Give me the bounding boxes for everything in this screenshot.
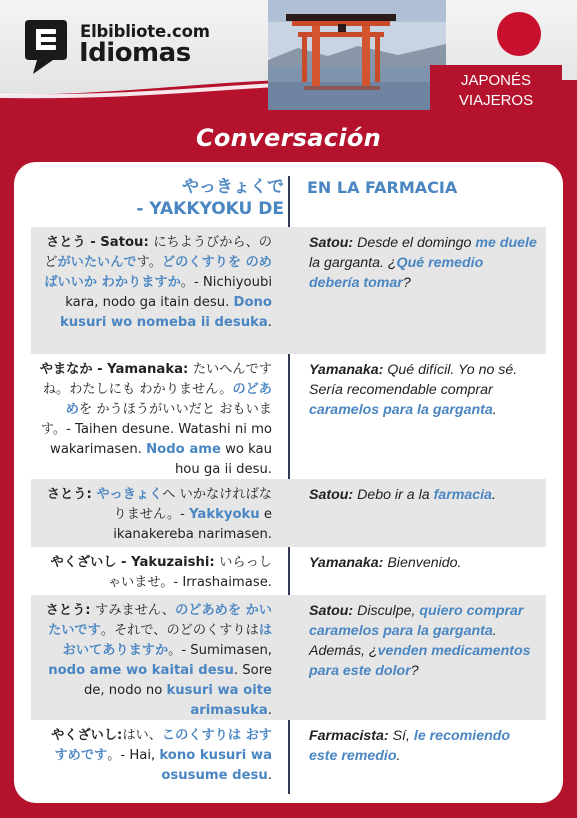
dialog-text: はい、 — [122, 728, 162, 743]
dialog-text: la garganta. ¿ — [309, 255, 397, 271]
speaker-label: さとう: — [45, 603, 96, 618]
dialog-row — [31, 227, 546, 354]
dialog-text: 。- Hai, — [107, 748, 160, 763]
dialog-text: . Sore de, nodo no — [83, 663, 272, 698]
dialog-text: Qué difícil. Yo no sé. Sería recomendable comprar — [309, 362, 518, 398]
dialog-row — [31, 479, 546, 547]
brand-site: Elbibliote.com — [80, 22, 210, 41]
dialog-text: すみません、 — [95, 603, 176, 618]
section-title: Conversación — [195, 124, 382, 152]
dialog-text: 。- Nichiyoubi kara, nodo ga itain desu. — [65, 275, 272, 310]
highlight-phrase: どのくすりを のめばいいか わかりますか — [44, 255, 272, 290]
row-spanish — [301, 720, 541, 766]
row-japanese — [31, 720, 288, 786]
dialog-text: Bienvenido. — [387, 555, 462, 571]
highlight-phrase: このくすりは おすすめです — [54, 728, 272, 763]
dialog-text: 。それで、のどのくすりは — [100, 623, 259, 638]
dialog-title-jp — [34, 176, 284, 220]
dialog-row — [31, 595, 546, 720]
speaker-label: やまなか - Yamanaka: — [39, 362, 193, 377]
speaker-label: さとう - Satou: — [46, 235, 154, 250]
row-spanish — [301, 354, 541, 420]
dialog-text: wo kau hou ga ii desu. — [174, 442, 272, 477]
dialog-text: . — [491, 487, 496, 503]
dialog-title-es: EN LA FARMACIA — [307, 178, 458, 197]
dialog-row — [31, 547, 546, 595]
highlight-phrase: がいたいんで — [57, 255, 137, 270]
dialog-text: Disculpe, — [357, 603, 420, 619]
speaker-label: Satou: — [309, 487, 358, 503]
speaker-label: Satou: — [309, 603, 358, 619]
dialog-text: ? — [402, 275, 411, 291]
row-japanese — [31, 227, 288, 333]
highlight-phrase: kusuri wa oite arimasuka — [166, 683, 272, 718]
dialog-text: . — [396, 748, 401, 764]
row-spanish — [301, 547, 541, 573]
highlight-phrase: le recomiendo este remedio — [309, 728, 511, 764]
highlight-phrase: kono kusuri wa osusume desu — [159, 748, 272, 783]
dialog-text: Sí, — [392, 728, 414, 744]
dialog-text: いらっしゃいませ。- Irrashaimase. — [107, 555, 272, 590]
dialog-card — [14, 162, 563, 803]
dialog-text: を かうほうがいいだと おもいます。- Taihen desune. Watashi ni mo wakarimasen. — [40, 402, 272, 457]
highlight-phrase: のどあめを かいたいです — [48, 603, 272, 638]
language-tag — [430, 65, 562, 116]
torii-gate-photo — [268, 0, 446, 110]
highlight-phrase: nodo ame wo kaitai desu — [48, 663, 234, 678]
speaker-label: Yamanaka: — [309, 555, 388, 571]
row-spanish — [301, 595, 541, 681]
japan-flag-icon — [497, 12, 541, 56]
brand-name: Idiomas — [79, 38, 191, 68]
dialog-row — [31, 720, 546, 792]
highlight-phrase: Yakkyoku — [189, 507, 260, 522]
highlight-phrase: me duele — [475, 235, 537, 251]
row-japanese — [31, 547, 288, 593]
highlight-phrase: venden medicamentos para este dolor — [309, 643, 531, 679]
highlight-phrase: quiero comprar caramelos para la garganta — [309, 603, 524, 639]
highlight-phrase: はおいてありますか — [62, 623, 272, 658]
dialog-text: す。 — [136, 255, 162, 270]
highlight-phrase: Nodo ame — [146, 442, 221, 457]
dialog-text: . — [267, 315, 272, 330]
highlight-phrase: Dono kusuri wo nomeba ii desuka — [59, 295, 272, 330]
highlight-phrase: Qué remedio debería tomar — [309, 255, 484, 291]
row-japanese — [31, 354, 288, 480]
highlight-phrase: やっきょく — [96, 487, 163, 502]
dialog-text: Debo ir a la — [357, 487, 434, 503]
row-japanese — [31, 479, 288, 545]
highlight-phrase: のどあめ — [65, 382, 272, 417]
speaker-label: Yamanaka: — [309, 362, 388, 378]
highlight-phrase: caramelos para la garganta — [309, 402, 493, 418]
highlight-phrase: farmacia — [433, 487, 492, 503]
dialog-text: e ikanakereba narimasen. — [113, 507, 272, 542]
dialog-text: . — [492, 402, 497, 418]
header — [0, 0, 577, 122]
dialog-row — [31, 354, 546, 478]
row-spanish — [301, 227, 541, 293]
dialog-text: たいへんですね。わたしにも わかりません。 — [42, 362, 272, 397]
speaker-label: さとう: — [46, 487, 97, 502]
tag-line-2: VIAJEROS — [458, 92, 534, 109]
dialog-title-jp-line2: - YAKKYOKU DE — [136, 199, 284, 219]
tag-line-1: JAPONÉS — [460, 72, 532, 89]
dialog-text: ? — [410, 663, 419, 679]
dialog-text: 。- Sumimasen, — [168, 643, 272, 658]
dialog-text: . — [267, 703, 272, 718]
speaker-label: やくざいし - Yakuzaishi: — [50, 555, 220, 570]
row-japanese — [31, 595, 288, 721]
dialog-title-jp-line1: やっきょくで — [182, 177, 284, 197]
dialog-text: . — [267, 768, 272, 783]
speaker-label: Farmacista: — [309, 728, 393, 744]
speaker-label: Satou: — [309, 235, 358, 251]
dialog-text: . Además, ¿ — [309, 623, 497, 659]
speaker-label: やくざいし: — [51, 728, 123, 743]
dialog-text: にちようびから、のど — [44, 235, 272, 270]
row-spanish — [301, 479, 541, 505]
elbibliote-logo-icon — [23, 18, 69, 74]
dialog-text: Desde el domingo — [357, 235, 476, 251]
dialog-text: へ いかなければなりません。- — [113, 487, 272, 522]
